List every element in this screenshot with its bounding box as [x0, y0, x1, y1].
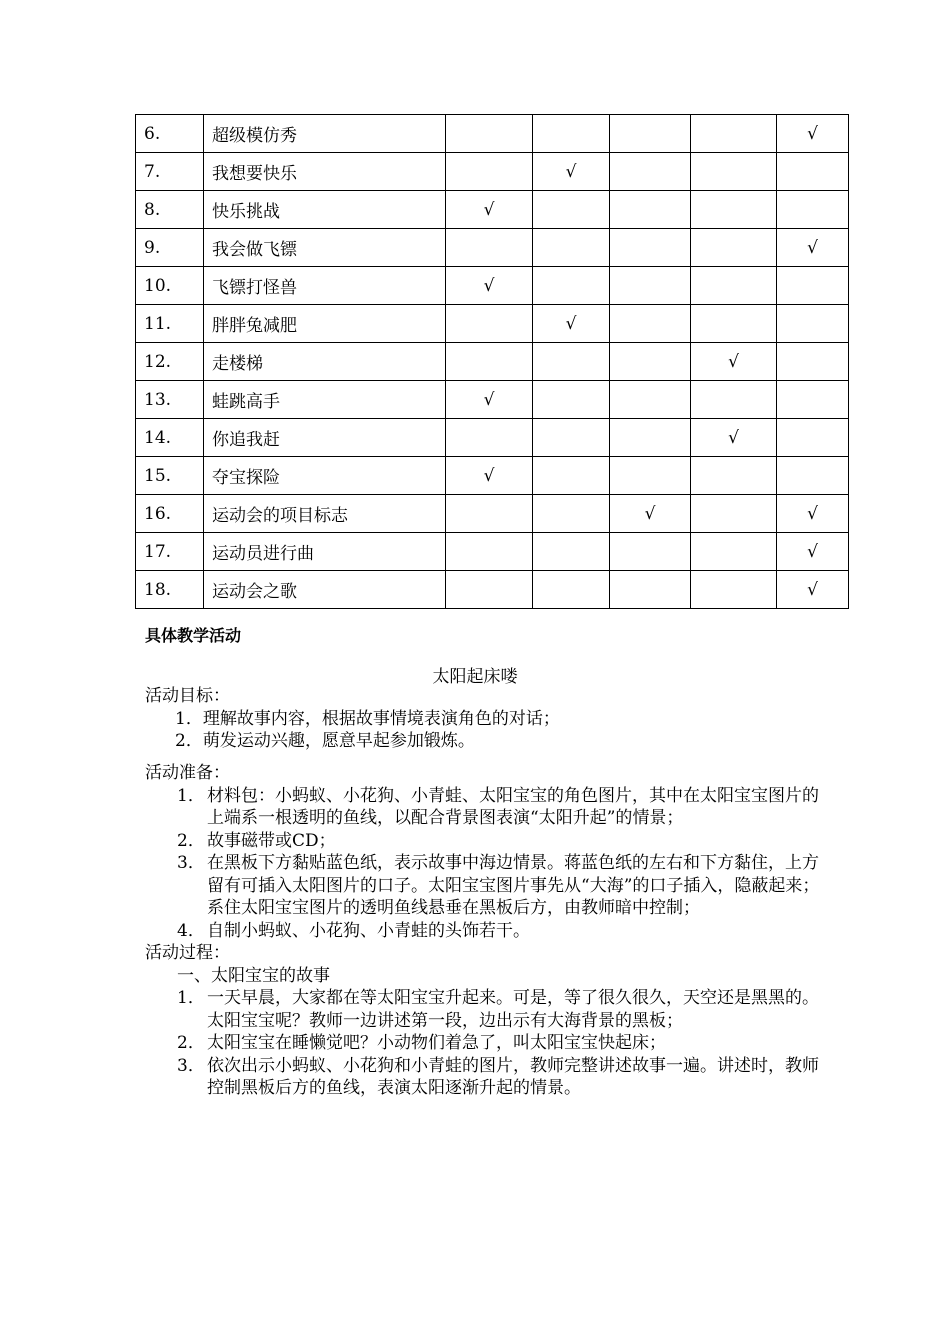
- check-cell: √: [533, 153, 610, 191]
- check-cell: √: [777, 115, 849, 153]
- check-cell: [446, 305, 533, 343]
- check-cell: [533, 533, 610, 571]
- item-text: 故事磁带或CD；: [207, 830, 336, 851]
- process-item: [145, 1055, 825, 1100]
- check-cell: [533, 229, 610, 267]
- check-cell: [610, 381, 691, 419]
- prep-item: [145, 920, 825, 943]
- activity-name: 胖胖兔减肥: [204, 305, 446, 343]
- item-text: 一天早晨，大家都在等太阳宝宝升起来。可是，等了很久很久，天空还是黑黑的。太阳宝宝呢？教师一边讲述第一段，边出示有大海背景的黑板；: [207, 988, 819, 1031]
- check-cell: [533, 115, 610, 153]
- table-row: [136, 343, 849, 381]
- row-number: 6.: [136, 115, 204, 153]
- table-row: [136, 153, 849, 191]
- check-cell: √: [533, 305, 610, 343]
- check-cell: √: [446, 191, 533, 229]
- check-cell: [610, 229, 691, 267]
- check-cell: [691, 191, 777, 229]
- check-cell: [610, 419, 691, 457]
- check-cell: [446, 495, 533, 533]
- table-row: [136, 571, 849, 609]
- check-cell: [777, 381, 849, 419]
- check-cell: [610, 533, 691, 571]
- check-cell: [691, 267, 777, 305]
- check-cell: [533, 571, 610, 609]
- check-cell: [691, 381, 777, 419]
- item-text: 依次出示小蚂蚁、小花狗和小青蛙的图片，教师完整讲述故事一遍。讲述时，教师控制黑板后方的鱼线，表演太阳逐渐升起的情景。: [207, 1055, 819, 1098]
- prep-block: [145, 762, 825, 1100]
- prep-label: 活动准备：: [145, 763, 230, 783]
- check-cell: [446, 419, 533, 457]
- check-cell: [533, 381, 610, 419]
- item-text: 材料包：小蚂蚁、小花狗、小青蛙、太阳宝宝的角色图片，其中在太阳宝宝图片的上端系一根透明的鱼线，以配合背景图表演“太阳升起”的情景；: [207, 785, 819, 828]
- row-number: 15.: [136, 457, 204, 495]
- row-number: 8.: [136, 191, 204, 229]
- table-row: [136, 115, 849, 153]
- check-cell: √: [777, 571, 849, 609]
- table-row: [136, 305, 849, 343]
- activity-title: 太阳起床喽: [432, 667, 518, 687]
- process-section-title: 一、太阳宝宝的故事: [177, 965, 330, 986]
- check-cell: [446, 115, 533, 153]
- check-cell: [610, 267, 691, 305]
- row-number: 17.: [136, 533, 204, 571]
- check-cell: [777, 343, 849, 381]
- check-cell: [691, 305, 777, 343]
- row-number: 12.: [136, 343, 204, 381]
- check-cell: [777, 457, 849, 495]
- prep-item: [145, 852, 825, 920]
- item-number: 4．: [177, 920, 205, 941]
- check-cell: [446, 533, 533, 571]
- activity-table: [135, 114, 849, 609]
- row-number: 10.: [136, 267, 204, 305]
- check-cell: [691, 571, 777, 609]
- activity-name: 夺宝探险: [204, 457, 446, 495]
- activity-name: 你追我赶: [204, 419, 446, 457]
- check-cell: [691, 115, 777, 153]
- check-cell: [446, 571, 533, 609]
- activity-name: 快乐挑战: [204, 191, 446, 229]
- check-cell: [533, 457, 610, 495]
- activity-name: 运动员进行曲: [204, 533, 446, 571]
- check-cell: √: [777, 229, 849, 267]
- check-cell: [777, 267, 849, 305]
- table-row: [136, 229, 849, 267]
- check-cell: [691, 457, 777, 495]
- check-cell: [777, 305, 849, 343]
- check-cell: √: [446, 457, 533, 495]
- table-row: [136, 191, 849, 229]
- check-cell: √: [610, 495, 691, 533]
- check-cell: [446, 229, 533, 267]
- check-cell: [610, 343, 691, 381]
- row-number: 16.: [136, 495, 204, 533]
- row-number: 9.: [136, 229, 204, 267]
- process-item: [145, 1032, 825, 1055]
- check-cell: √: [777, 533, 849, 571]
- check-cell: [610, 305, 691, 343]
- activity-name: 飞镖打怪兽: [204, 267, 446, 305]
- item-number: 1．: [177, 988, 205, 1008]
- item-text: 太阳宝宝在睡懒觉吧？小动物们着急了，叫太阳宝宝快起床；: [207, 1033, 666, 1053]
- check-cell: [610, 571, 691, 609]
- process-label: 活动过程：: [145, 943, 230, 963]
- table-row: [136, 381, 849, 419]
- prep-item: [145, 785, 825, 830]
- item-number: 2．: [177, 1033, 205, 1053]
- check-cell: √: [691, 343, 777, 381]
- table-row: [136, 419, 849, 457]
- activity-name: 走楼梯: [204, 343, 446, 381]
- activity-name: 运动会之歌: [204, 571, 446, 609]
- item-number: 2．: [177, 830, 205, 851]
- check-cell: [446, 343, 533, 381]
- check-cell: [446, 153, 533, 191]
- check-cell: √: [777, 495, 849, 533]
- check-cell: [533, 495, 610, 533]
- section-heading: 具体教学活动: [145, 626, 242, 645]
- check-cell: [610, 115, 691, 153]
- table-row: [136, 495, 849, 533]
- check-cell: [691, 153, 777, 191]
- item-number: 3．: [177, 853, 205, 873]
- prep-item: [145, 830, 825, 853]
- activity-name: 蛙跳高手: [204, 381, 446, 419]
- activity-name: 运动会的项目标志: [204, 495, 446, 533]
- table-row: [136, 457, 849, 495]
- table-row: [136, 267, 849, 305]
- check-cell: √: [446, 267, 533, 305]
- check-cell: [610, 457, 691, 495]
- goals-block: [145, 685, 825, 753]
- check-cell: [533, 343, 610, 381]
- goal-item: 1．理解故事内容，根据故事情境表演角色的对话；: [175, 708, 560, 729]
- check-cell: [777, 419, 849, 457]
- check-cell: √: [691, 419, 777, 457]
- goal-item: 2．萌发运动兴趣，愿意早起参加锻炼。: [175, 731, 475, 751]
- process-item: [145, 987, 825, 1032]
- row-number: 7.: [136, 153, 204, 191]
- activity-name: 我会做飞镖: [204, 229, 446, 267]
- check-cell: [777, 153, 849, 191]
- row-number: 14.: [136, 419, 204, 457]
- item-text: 在黑板下方黏贴蓝色纸，表示故事中海边情景。蒋蓝色纸的左右和下方黏住，上方留有可插入太阳图片的口子。太阳宝宝图片事先从“大海”的口子插入，隐蔽起来；系住太阳宝宝图片的透明鱼线悬垂在黑板后方，由教师暗中控制；: [207, 853, 820, 918]
- item-number: 3．: [177, 1055, 205, 1076]
- check-cell: [691, 533, 777, 571]
- row-number: 13.: [136, 381, 204, 419]
- check-cell: [691, 495, 777, 533]
- item-text: 自制小蚂蚁、小花狗、小青蛙的头饰若干。: [207, 920, 530, 941]
- activity-name: 超级模仿秀: [204, 115, 446, 153]
- check-cell: [610, 153, 691, 191]
- check-cell: [777, 191, 849, 229]
- row-number: 11.: [136, 305, 204, 343]
- check-cell: [691, 229, 777, 267]
- row-number: 18.: [136, 571, 204, 609]
- item-number: 1．: [177, 785, 205, 806]
- check-cell: [533, 267, 610, 305]
- check-cell: [610, 191, 691, 229]
- goals-label: 活动目标：: [145, 686, 230, 706]
- table-row: [136, 533, 849, 571]
- activity-name: 我想要快乐: [204, 153, 446, 191]
- check-cell: √: [446, 381, 533, 419]
- check-cell: [533, 419, 610, 457]
- check-cell: [533, 191, 610, 229]
